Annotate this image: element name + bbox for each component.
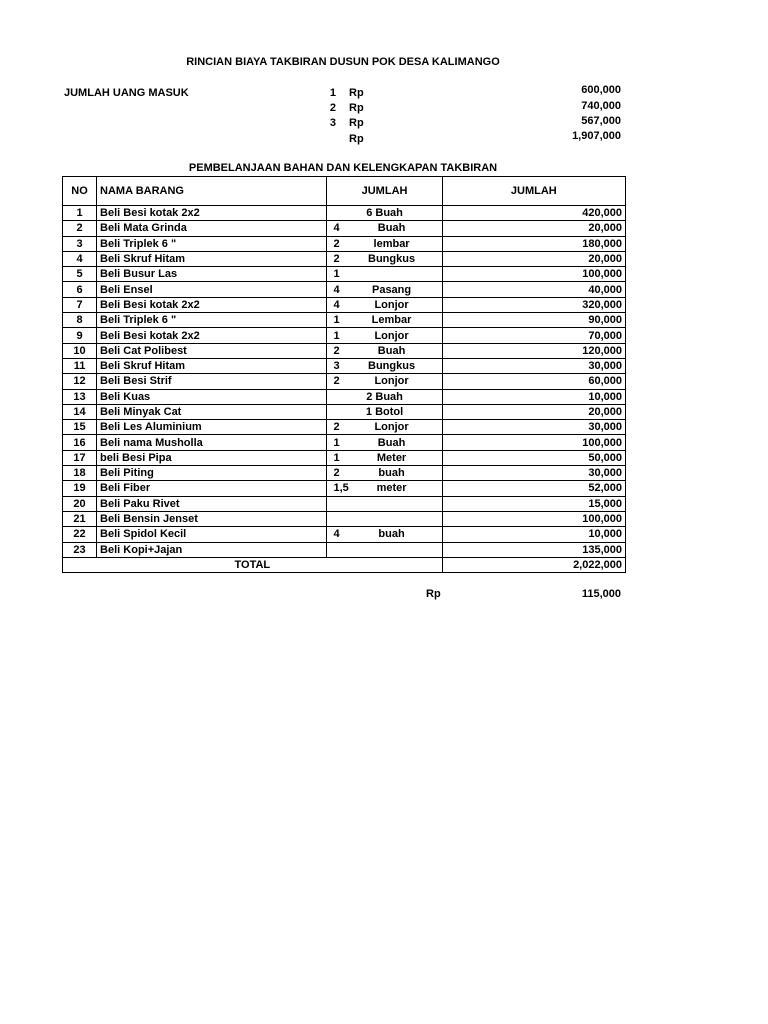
item-qty-unit: buah <box>378 467 405 480</box>
item-qty-cell <box>327 251 442 266</box>
table-row <box>63 267 626 282</box>
item-name: Beli Kuas <box>97 389 327 404</box>
item-qty <box>330 344 438 358</box>
item-name: Beli Besi Strif <box>97 374 327 389</box>
item-qty-number: 1 <box>333 268 340 281</box>
item-name: Beli Minyak Cat <box>97 404 327 419</box>
item-qty-number: 4 <box>333 528 340 541</box>
income-total-value: 1,907,000 <box>572 130 621 142</box>
income-row-no: 2 <box>329 102 336 114</box>
item-qty <box>330 481 438 495</box>
item-qty-cell <box>327 389 442 404</box>
item-qty-number: 2 <box>333 237 340 250</box>
item-amount: 135,000 <box>442 542 625 557</box>
item-no: 21 <box>63 511 97 526</box>
item-no: 12 <box>63 374 97 389</box>
item-qty <box>330 252 438 266</box>
item-qty-cell <box>327 236 442 251</box>
header-amount: JUMLAH <box>442 177 625 206</box>
item-amount: 100,000 <box>442 435 625 450</box>
item-name: Beli Besi kotak 2x2 <box>97 206 327 221</box>
item-no: 14 <box>63 404 97 419</box>
table-row <box>63 542 626 557</box>
section-title: PEMBELANJAAN BAHAN DAN KELENGKAPAN TAKBIRAN <box>188 162 498 174</box>
item-qty-cell <box>327 282 442 297</box>
item-amount: 320,000 <box>442 297 625 312</box>
item-qty-number: 2 <box>333 421 340 434</box>
item-qty-unit: buah <box>378 528 405 541</box>
item-qty <box>330 237 438 251</box>
item-qty-number: 1,5 <box>333 482 349 495</box>
table-row <box>63 496 626 511</box>
item-qty <box>330 543 438 557</box>
item-qty-cell <box>327 496 442 511</box>
item-name: Beli Spidol Kecil <box>97 527 327 542</box>
item-qty-unit: Buah <box>377 222 406 235</box>
item-amount: 30,000 <box>442 420 625 435</box>
item-qty-cell <box>327 374 442 389</box>
item-amount: 52,000 <box>442 481 625 496</box>
item-no: 8 <box>63 313 97 328</box>
item-qty <box>330 267 438 281</box>
item-no: 17 <box>63 450 97 465</box>
table-row <box>63 236 626 251</box>
item-qty-cell <box>327 511 442 526</box>
income-row-value: 740,000 <box>581 100 621 112</box>
table-row <box>63 358 626 373</box>
item-qty <box>330 466 438 480</box>
item-qty-unit: meter <box>376 482 407 495</box>
item-qty-cell <box>327 313 442 328</box>
table-row <box>63 251 626 266</box>
income-total-currency: Rp <box>349 133 364 145</box>
item-qty <box>330 497 438 511</box>
item-no: 19 <box>63 481 97 496</box>
item-qty-number: 1 <box>333 329 340 342</box>
item-name: Beli nama Musholla <box>97 435 327 450</box>
item-qty <box>330 359 438 373</box>
item-qty <box>330 374 438 388</box>
item-amount: 70,000 <box>442 328 625 343</box>
item-qty-cell <box>327 420 442 435</box>
item-name: Beli Ensel <box>97 282 327 297</box>
item-name: Beli Fiber <box>97 481 327 496</box>
item-qty-unit: Bungkus <box>368 360 416 373</box>
item-qty-number: 1 <box>333 314 340 327</box>
item-qty <box>330 512 438 526</box>
item-no: 11 <box>63 358 97 373</box>
item-qty-cell <box>327 450 442 465</box>
item-amount: 90,000 <box>442 313 625 328</box>
item-qty-unit: Lonjor <box>374 421 409 434</box>
item-name: Beli Triplek 6 " <box>97 313 327 328</box>
item-qty-number: 4 <box>333 298 340 311</box>
item-amount: 40,000 <box>442 282 625 297</box>
item-no: 4 <box>63 251 97 266</box>
item-qty-cell <box>327 328 442 343</box>
item-qty-cell <box>327 206 442 221</box>
item-qty-unit: Lonjor <box>374 298 409 311</box>
item-qty <box>330 420 438 434</box>
item-qty <box>330 527 438 541</box>
item-amount: 50,000 <box>442 450 625 465</box>
table-row <box>63 481 626 496</box>
table-row <box>63 389 626 404</box>
item-qty: 2 Buah <box>366 390 403 403</box>
item-qty-number: 4 <box>333 283 340 296</box>
item-qty-number: 1 <box>333 436 340 449</box>
table-row <box>63 374 626 389</box>
header-no: NO <box>63 177 97 206</box>
income-row-value: 567,000 <box>581 115 621 127</box>
item-qty-unit: Buah <box>377 436 406 449</box>
item-no: 1 <box>63 206 97 221</box>
item-qty-cell <box>327 481 442 496</box>
item-name: Beli Piting <box>97 466 327 481</box>
income-row-no: 3 <box>329 117 336 129</box>
balance-currency: Rp <box>426 588 441 600</box>
table-row <box>63 221 626 236</box>
item-qty-unit: Lonjor <box>374 375 409 388</box>
expense-table <box>62 176 626 573</box>
income-row-currency: Rp <box>349 102 364 114</box>
item-qty <box>330 221 438 235</box>
item-amount: 100,000 <box>442 267 625 282</box>
item-qty <box>330 313 438 327</box>
total-value: 2,022,000 <box>442 557 625 572</box>
item-qty-number: 4 <box>333 222 340 235</box>
item-amount: 30,000 <box>442 466 625 481</box>
item-amount: 10,000 <box>442 389 625 404</box>
item-no: 15 <box>63 420 97 435</box>
item-qty <box>330 283 438 297</box>
item-qty: 6 Buah <box>366 207 403 220</box>
table-row <box>63 511 626 526</box>
table-row <box>63 450 626 465</box>
item-name: Beli Besi kotak 2x2 <box>97 297 327 312</box>
income-row-no: 1 <box>329 87 336 99</box>
item-qty-cell <box>327 297 442 312</box>
item-no: 10 <box>63 343 97 358</box>
item-amount: 10,000 <box>442 527 625 542</box>
item-no: 9 <box>63 328 97 343</box>
item-name: Beli Kopi+Jajan <box>97 542 327 557</box>
table-row <box>63 435 626 450</box>
item-amount: 30,000 <box>442 358 625 373</box>
item-qty-cell <box>327 221 442 236</box>
item-qty-number: 2 <box>333 344 340 357</box>
item-name: Beli Besi kotak 2x2 <box>97 328 327 343</box>
item-amount: 20,000 <box>442 404 625 419</box>
balance-value: 115,000 <box>581 588 621 600</box>
item-qty-cell <box>327 527 442 542</box>
table-row <box>63 527 626 542</box>
item-amount: 20,000 <box>442 221 625 236</box>
item-name: Beli Skruf Hitam <box>97 358 327 373</box>
table-row <box>63 313 626 328</box>
item-qty-number: 1 <box>333 451 340 464</box>
item-no: 22 <box>63 527 97 542</box>
item-amount: 100,000 <box>442 511 625 526</box>
item-qty-cell <box>327 267 442 282</box>
item-qty-number: 2 <box>333 467 340 480</box>
item-qty-cell <box>327 542 442 557</box>
item-qty-unit: lembar <box>373 237 410 250</box>
item-amount: 180,000 <box>442 236 625 251</box>
table-row <box>63 328 626 343</box>
item-no: 23 <box>63 542 97 557</box>
item-qty: 1 Botol <box>365 406 404 418</box>
header-name: NAMA BARANG <box>97 177 327 206</box>
table-row <box>63 297 626 312</box>
page-title: RINCIAN BIAYA TAKBIRAN DUSUN POK DESA KALIMANGO <box>186 56 500 68</box>
item-qty-cell <box>327 435 442 450</box>
item-name: Beli Skruf Hitam <box>97 251 327 266</box>
item-name: Beli Bensin Jenset <box>97 511 327 526</box>
item-name: Beli Mata Grinda <box>97 221 327 236</box>
item-qty-cell <box>327 358 442 373</box>
table-row <box>63 404 626 419</box>
income-row-currency: Rp <box>349 87 364 99</box>
item-no: 18 <box>63 466 97 481</box>
item-qty <box>330 329 438 343</box>
item-name: Beli Busur Las <box>97 267 327 282</box>
item-amount: 20,000 <box>442 251 625 266</box>
item-qty-cell <box>327 343 442 358</box>
item-qty-unit: Meter <box>376 451 407 464</box>
item-qty-unit: Pasang <box>371 283 412 296</box>
item-no: 20 <box>63 496 97 511</box>
total-label: TOTAL <box>63 557 443 572</box>
item-qty-number: 3 <box>333 360 340 373</box>
item-no: 3 <box>63 236 97 251</box>
table-header-row <box>63 177 626 206</box>
income-row-value: 600,000 <box>581 84 621 96</box>
table-row <box>63 466 626 481</box>
item-name: Beli Triplek 6 " <box>97 236 327 251</box>
item-no: 16 <box>63 435 97 450</box>
header-qty: JUMLAH <box>327 177 442 206</box>
item-qty-unit: Lonjor <box>374 329 409 342</box>
item-amount: 15,000 <box>442 496 625 511</box>
item-qty <box>330 298 438 312</box>
table-row <box>63 343 626 358</box>
item-qty-cell <box>327 404 442 419</box>
item-no: 2 <box>63 221 97 236</box>
item-no: 13 <box>63 389 97 404</box>
item-qty-unit: Buah <box>377 344 406 357</box>
item-amount: 120,000 <box>442 343 625 358</box>
item-qty-cell <box>327 466 442 481</box>
income-row-currency: Rp <box>349 117 364 129</box>
item-no: 6 <box>63 282 97 297</box>
item-qty <box>330 436 438 450</box>
item-qty <box>330 451 438 465</box>
table-row <box>63 206 626 221</box>
table-row <box>63 420 626 435</box>
item-qty-number: 2 <box>333 375 340 388</box>
total-row <box>63 557 626 572</box>
item-name: Beli Paku Rivet <box>97 496 327 511</box>
item-no: 5 <box>63 267 97 282</box>
item-name: beli Besi Pipa <box>97 450 327 465</box>
item-qty-unit: Lembar <box>371 314 412 327</box>
item-qty-unit: Bungkus <box>368 253 416 266</box>
item-amount: 60,000 <box>442 374 625 389</box>
item-name: Beli Les Aluminium <box>97 420 327 435</box>
table-row <box>63 282 626 297</box>
item-no: 7 <box>63 297 97 312</box>
income-label: JUMLAH UANG MASUK <box>64 87 189 99</box>
item-amount: 420,000 <box>442 206 625 221</box>
item-qty-number: 2 <box>333 253 340 266</box>
item-name: Beli Cat Polibest <box>97 343 327 358</box>
